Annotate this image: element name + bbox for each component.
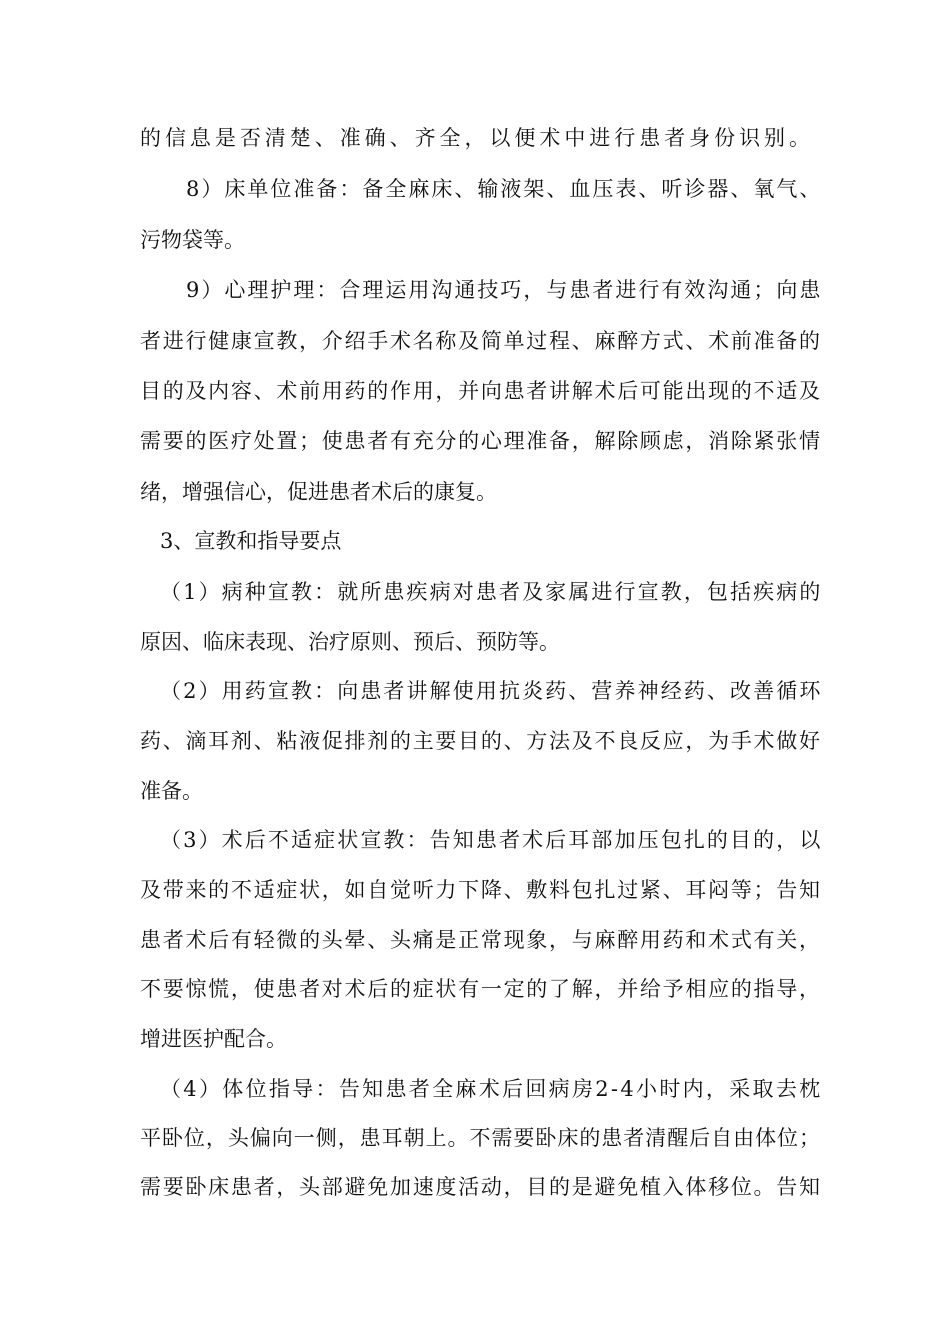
text-line: 及带来的不适症状，如自觉听力下降、敷料包扎过紧、耳闷等；告知: [140, 878, 822, 902]
text-line: （3）术后不适症状宣教：告知患者术后耳部加压包扎的目的，以: [160, 828, 823, 852]
text-line: 者进行健康宣教，介绍手术名称及简单过程、麻醉方式、术前准备的: [140, 329, 822, 353]
text-line: 需要的医疗处置；使患者有充分的心理准备，解除顾虑，消除紧张情: [140, 429, 822, 453]
section-heading: 3、宣教和指导要点: [160, 529, 342, 553]
text-line: 患者术后有轻微的头晕、头痛是正常现象，与麻醉用药和术式有关，: [140, 928, 822, 952]
text-line: 准备。: [140, 779, 203, 803]
text-line: （1）病种宣教：就所患疾病对患者及家属进行宣教，包括疾病的: [160, 580, 823, 604]
text-line: 8）床单位准备：备全麻床、输液架、血压表、听诊器、氧气、: [186, 177, 823, 201]
text-line: 绪，增强信心，促进患者术后的康复。: [140, 480, 497, 504]
text-line: 增进医护配合。: [140, 1027, 287, 1051]
text-line: 原因、临床表现、治疗原则、预后、预防等。: [140, 630, 560, 654]
text-line: 平卧位，头偏向一侧，患耳朝上。不需要卧床的患者清醒后自由体位；: [140, 1126, 821, 1150]
text-line: （4）体位指导：告知患者全麻术后回病房2-4小时内，采取去枕: [160, 1077, 823, 1101]
text-line: （2）用药宣教：向患者讲解使用抗炎药、营养神经药、改善循环: [160, 679, 823, 703]
text-line: 需要卧床患者，头部避免加速度活动，目的是避免植入体移位。告知: [140, 1175, 822, 1199]
text-line: 污物袋等。: [140, 228, 245, 252]
text-line: 药、滴耳剂、粘液促排剂的主要目的、方法及不良反应，为手术做好: [140, 729, 822, 753]
text-line: 的信息是否清楚、准确、齐全，以便术中进行患者身份识别。: [140, 126, 814, 150]
text-line: 不要惊慌，使患者对术后的症状有一定的了解，并给予相应的指导，: [140, 977, 822, 1001]
text-line: 目的及内容、术前用药的作用，并向患者讲解术后可能出现的不适及: [140, 379, 822, 403]
text-line: 9）心理护理：合理运用沟通技巧，与患者进行有效沟通；向患: [186, 278, 823, 302]
